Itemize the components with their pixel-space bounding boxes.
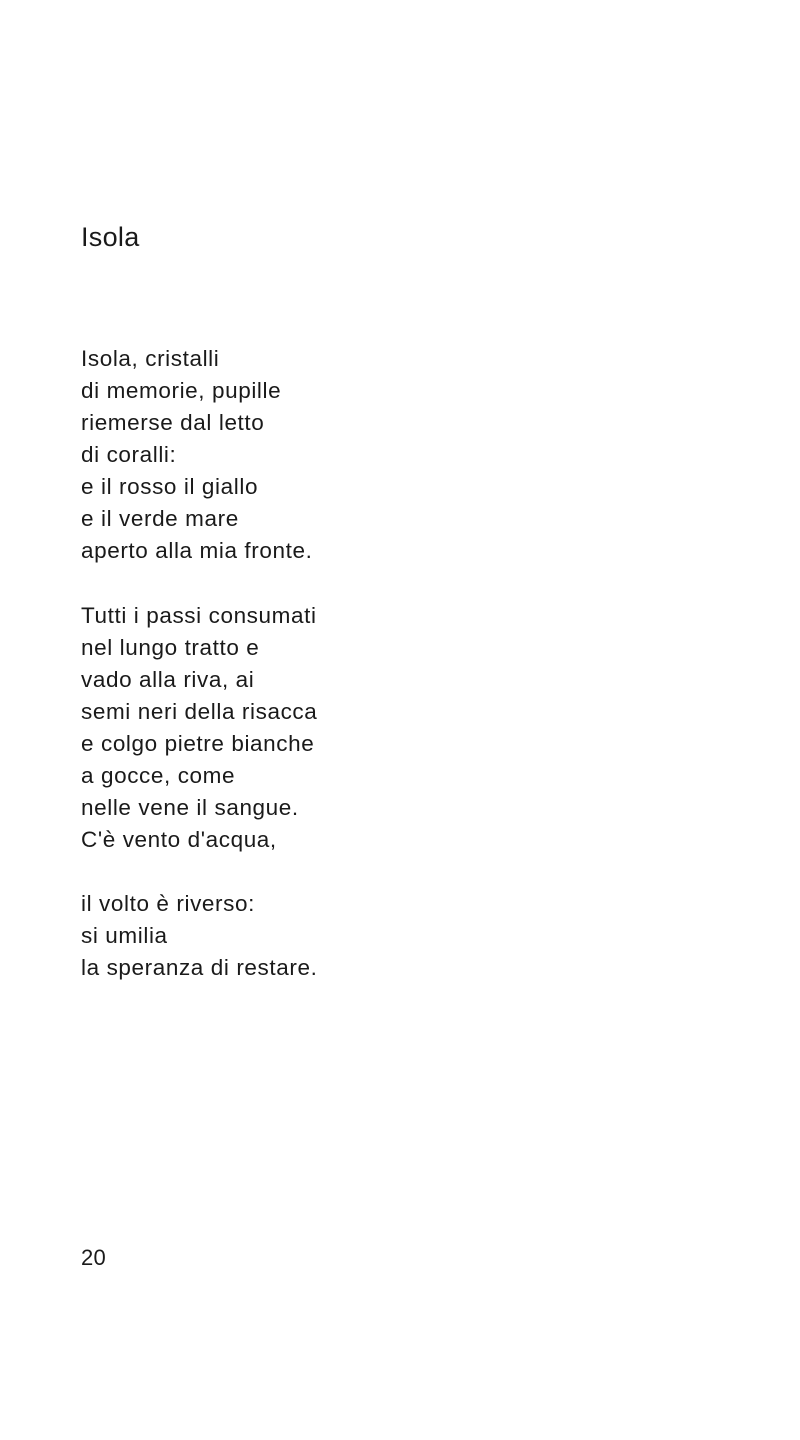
verse-line: vado alla riva, ai (81, 667, 255, 692)
verse-line: nel lungo tratto e (81, 635, 260, 660)
verse-line: Tutti i passi consumati (81, 603, 317, 628)
verse-line: nelle vene il sangue. (81, 795, 299, 820)
verse-line: e colgo pietre bianche (81, 731, 315, 756)
stanza-1 (81, 343, 681, 567)
verse-line: il volto è riverso: (81, 891, 255, 916)
verse-line: semi neri della risacca (81, 699, 318, 724)
poem-title: Isola (81, 222, 140, 252)
page-number: 20 (81, 1245, 107, 1270)
verse-line: a gocce, come (81, 763, 236, 788)
verse-line: si umilia (81, 923, 168, 948)
verse-line: di memorie, pupille (81, 378, 282, 403)
verse-line: Isola, cristalli (81, 346, 220, 371)
verse-line: e il rosso il giallo (81, 474, 259, 499)
stanza-2 (81, 600, 681, 856)
verse-line: e il verde mare (81, 506, 239, 531)
poem-body (81, 343, 681, 984)
verse-line: di coralli: (81, 442, 177, 467)
verse-line: C'è vento d'acqua, (81, 827, 277, 852)
verse-line: la speranza di restare. (81, 955, 318, 980)
verse-line: riemerse dal letto (81, 410, 265, 435)
verse-line: aperto alla mia fronte. (81, 538, 313, 563)
stanza-3 (81, 888, 681, 984)
